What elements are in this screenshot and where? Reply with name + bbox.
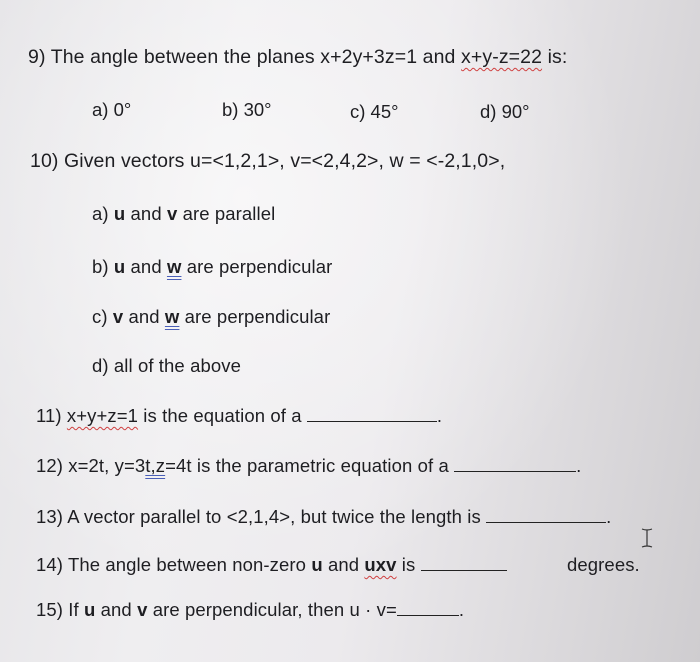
q11-equation: x+y+z=1 [66,405,139,426]
q10-a-text: are parallel [177,203,276,224]
q10-option-d: d) all of the above [92,355,241,376]
q11-text: is the equation of a [138,405,307,426]
vector-u: u [113,256,126,277]
q14-unit: degrees. [567,554,640,575]
q12-param-t: t,z [145,455,166,476]
q11-period: . [436,405,443,426]
q10-option-c [92,306,330,328]
q9-choice-c: c) 45° [350,101,399,122]
question-9 [28,46,567,69]
q9-prefix: 9) The angle between the planes x+2y+3z=1 and [28,46,462,68]
answer-blank-15[interactable] [397,614,459,616]
q10-option-a [92,203,275,225]
q10-c-prefix: c) [92,306,113,327]
q13-period: . [606,506,612,527]
q10-a-prefix: a) [92,203,114,224]
q12-period: . [576,455,582,476]
q12-text-end: =4t is the parametric equation of a [165,455,455,476]
answer-blank-13[interactable] [486,521,606,523]
q15-and: and [95,599,138,620]
q15-period: . [458,599,465,620]
vector-u: u [84,599,96,620]
vector-w: w [166,256,182,277]
q14-text-start: 14) The angle between non-zero [36,554,312,575]
q10-a-and: and [125,203,167,224]
q10-option-b [92,256,332,278]
q10-b-and: and [125,256,167,277]
q15-text-start: 15) If [36,599,84,620]
answer-blank-14[interactable] [421,569,507,571]
vector-u: u [113,203,126,224]
q9-suffix: is: [542,46,568,68]
cross-product-uxv: uxv [364,554,397,575]
q14-is: is [396,554,421,575]
q9-choice-b: b) 30° [222,99,272,120]
q10-c-text: are perpendicular [179,306,331,327]
vector-v: v [112,306,124,327]
vector-v: v [137,599,148,620]
q9-choice-d: d) 90° [480,101,530,122]
q15-text-end: are perpendicular, then u · v= [147,599,397,620]
q10-c-and: and [123,306,165,327]
question-12 [36,455,581,477]
text-cursor-icon [640,528,654,548]
question-14 [36,554,507,576]
vector-w: w [164,306,180,327]
vector-u: u [311,554,323,575]
q10-b-prefix: b) [92,256,114,277]
vector-v: v [166,203,178,224]
question-15 [36,599,464,621]
q13-text: 13) A vector parallel to <2,1,4>, but twice the length is [36,506,487,527]
answer-blank-11[interactable] [307,420,437,422]
q14-and: and [322,554,365,575]
q10-b-text: are perpendicular [181,256,333,277]
q11-number: 11) [36,405,67,426]
q9-choice-a: a) 0° [92,99,132,120]
q9-plane-equation: x+y-z=22 [461,46,543,68]
question-13 [36,506,611,528]
q12-text-start: 12) x=2t, y=3 [36,455,146,476]
question-10: 10) Given vectors u=<1,2,1>, v=<2,4,2>, w = <-2,1,0>, [30,150,506,172]
answer-blank-12[interactable] [454,470,576,472]
question-11 [36,405,442,427]
